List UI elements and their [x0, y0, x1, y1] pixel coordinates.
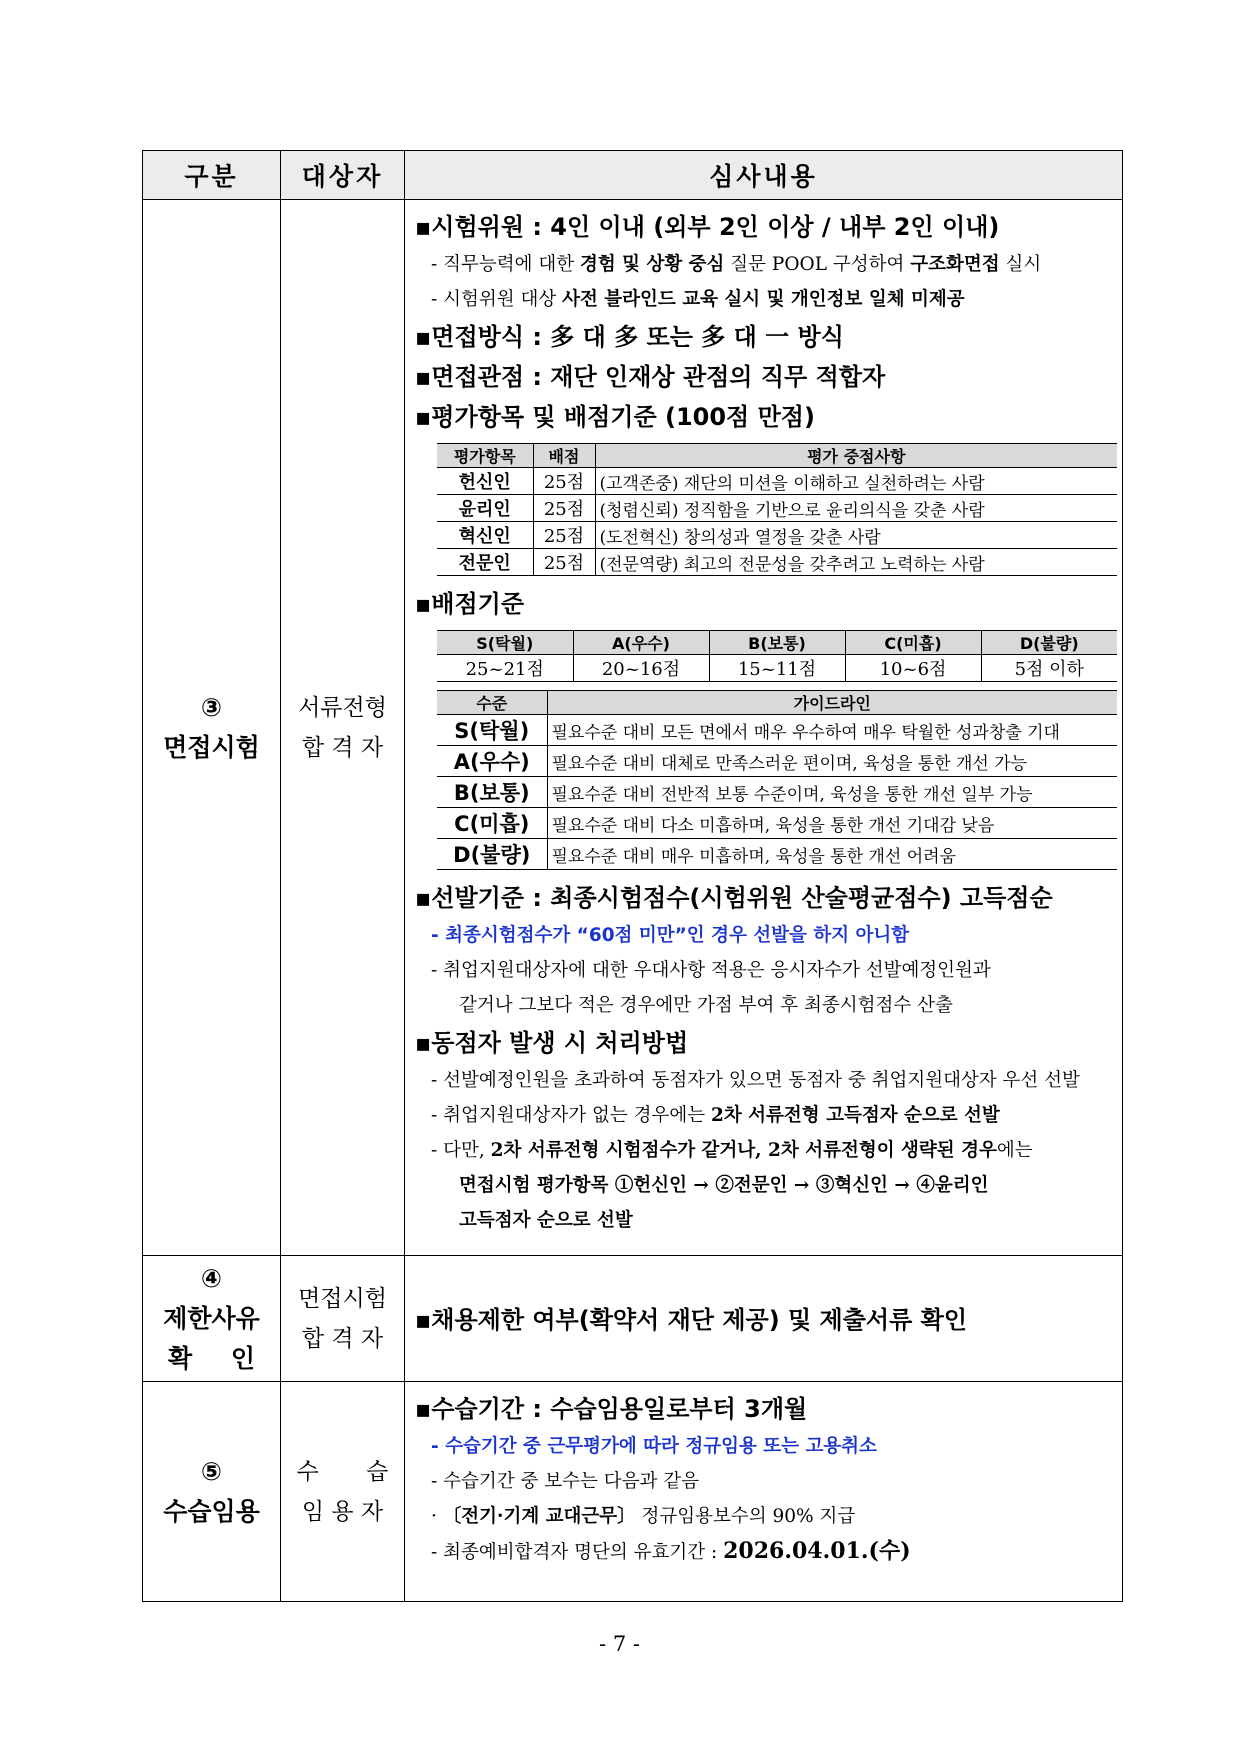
interview-target-2: 합 격 자: [301, 734, 384, 761]
restriction-target-1: 면접시험: [298, 1285, 387, 1312]
eval-header-score: 배점: [533, 444, 595, 468]
table-row: 헌신인 25점 (고객존중) 재단의 미션을 이해하고 실천하려는 사람: [437, 468, 1117, 495]
tie-line-5: 고득점자 순으로 선발: [459, 1210, 633, 1231]
viewpoint-heading: ▪면접관점 : 재단 인재상 관점의 직무 적합자: [415, 363, 886, 391]
restriction-target-2: 합 격 자: [301, 1325, 384, 1352]
screening-table: [142, 150, 1123, 1602]
tie-heading: ▪동점자 발생 시 처리방법: [415, 1029, 689, 1057]
grade-range-row: 25~21점 20~16점 15~11점 10~6점 5점 이하: [437, 655, 1117, 682]
tie-line-2: - 취업지원대상자가 없는 경우에는 2차 서류전형 고득점자 순으로 선발: [431, 1105, 1000, 1126]
score-heading: ▪배점기준: [415, 590, 525, 618]
probation-name: 수습임용: [163, 1496, 260, 1526]
probation-line-3: · 〔전기·기계 교대근무〕 정규임용보수의 90% 지급: [431, 1506, 856, 1527]
interview-target-1: 서류전형: [298, 694, 387, 721]
probation-row: [143, 1382, 1123, 1602]
evaluation-items-table: [437, 443, 1117, 576]
interview-category: [143, 200, 281, 1256]
restriction-row: [143, 1256, 1123, 1382]
restriction-heading: ▪채용제한 여부(확약서 재단 제공) 및 제출서류 확인: [415, 1306, 968, 1334]
table-row: 혁신인 25점 (도전혁신) 창의성과 열정을 갖춘 사람: [437, 522, 1117, 549]
restriction-content: [405, 1256, 1123, 1382]
grade-header-row: S(탁월) A(우수) B(보통) C(미흡) D(불량): [437, 631, 1117, 655]
probation-line-2: - 수습기간 중 보수는 다음과 같음: [431, 1471, 699, 1492]
interview-name: 면접시험: [163, 732, 260, 762]
header-content: 심사내용: [405, 151, 1123, 200]
guide-header-row: 수준 가이드라인: [437, 691, 1117, 715]
probation-num: ⑤: [200, 1456, 223, 1486]
items-heading: ▪평가항목 및 배점기준 (100점 만점): [415, 403, 815, 431]
grade-table: [437, 630, 1117, 682]
restriction-num: ④: [200, 1263, 223, 1293]
eval-header-row: [437, 444, 1117, 468]
table-row: 윤리인 25점 (청렴신뢰) 정직함을 기반으로 윤리의식을 갖춘 사람: [437, 495, 1117, 522]
header-target: 대상자: [281, 151, 405, 200]
probation-content: [405, 1382, 1123, 1602]
probation-category: [143, 1382, 281, 1602]
probation-line-1: - 수습기간 중 근무평가에 따라 정규임용 또는 고용취소: [431, 1436, 877, 1457]
restriction-category: [143, 1256, 281, 1382]
interview-target: [281, 200, 405, 1256]
tie-line-3: - 다만, 2차 서류전형 시험점수가 같거나, 2차 서류전형이 생략된 경우에는: [431, 1140, 1033, 1161]
header-category: 구분: [143, 151, 281, 200]
selection-line-1: - 최종시험점수가 “60점 미만”인 경우 선발을 하지 아니함: [431, 925, 910, 946]
tie-line-4: 면접시험 평가항목 ①헌신인 → ②전문인 → ③혁신인 → ④윤리인: [459, 1175, 989, 1196]
committee-line-1: - 직무능력에 대한 경험 및 상황 중심 질문 POOL 구성하여 구조화면접 실시: [431, 254, 1042, 275]
interview-num: ③: [200, 692, 223, 722]
eval-header-focus: 평가 중점사항: [595, 444, 1117, 468]
method-heading: ▪면접방식 : 多 대 多 또는 多 대 一 방식: [415, 323, 844, 351]
interview-content: [405, 200, 1123, 1256]
probation-target-1: 수 습: [296, 1458, 389, 1485]
restriction-name-2: 확 인: [167, 1343, 255, 1373]
table-row: B(보통) 필요수준 대비 전반적 보통 수준이며, 육성을 통한 개선 일부 가능: [437, 777, 1117, 808]
eval-header-item: 평가항목: [437, 444, 533, 468]
table-row: 전문인 25점 (전문역량) 최고의 전문성을 갖추려고 노력하는 사람: [437, 549, 1117, 576]
probation-heading: ▪수습기간 : 수습임용일로부터 3개월: [415, 1395, 808, 1423]
table-row: A(우수) 필요수준 대비 대체로 만족스러운 편이며, 육성을 통한 개선 가능: [437, 746, 1117, 777]
selection-line-3: 같거나 그보다 적은 경우에만 가점 부여 후 최종시험점수 산출: [459, 995, 953, 1016]
table-header: [143, 151, 1123, 200]
page-number: - 7 -: [599, 1632, 640, 1656]
interview-row: [143, 200, 1123, 1256]
probation-line-4: - 최종예비합격자 명단의 유효기간 : 2026.04.01.(수): [431, 1538, 911, 1564]
selection-line-2: - 취업지원대상자에 대한 우대사항 적용은 응시자수가 선발예정인원과: [431, 960, 991, 981]
guideline-table: [437, 690, 1117, 870]
restriction-target: [281, 1256, 405, 1382]
probation-target: [281, 1382, 405, 1602]
restriction-name-1: 제한사유: [163, 1303, 260, 1333]
selection-heading: ▪선발기준 : 최종시험점수(시험위원 산술평균점수) 고득점순: [415, 884, 1053, 912]
probation-target-2: 임 용 자: [301, 1498, 384, 1525]
committee-heading: ▪시험위원 : 4인 이내 (외부 2인 이상 / 내부 2인 이내): [415, 213, 1000, 241]
committee-line-2: - 시험위원 대상 사전 블라인드 교육 실시 및 개인정보 일체 미제공: [431, 289, 965, 310]
tie-line-1: - 선발예정인원을 초과하여 동점자가 있으면 동점자 중 취업지원대상자 우선 선발: [431, 1070, 1080, 1091]
table-row: D(불량) 필요수준 대비 매우 미흡하며, 육성을 통한 개선 어려움: [437, 839, 1117, 870]
table-row: C(미흡) 필요수준 대비 다소 미흡하며, 육성을 통한 개선 기대감 낮음: [437, 808, 1117, 839]
table-row: S(탁월) 필요수준 대비 모든 면에서 매우 우수하여 매우 탁월한 성과창출 기대: [437, 715, 1117, 746]
